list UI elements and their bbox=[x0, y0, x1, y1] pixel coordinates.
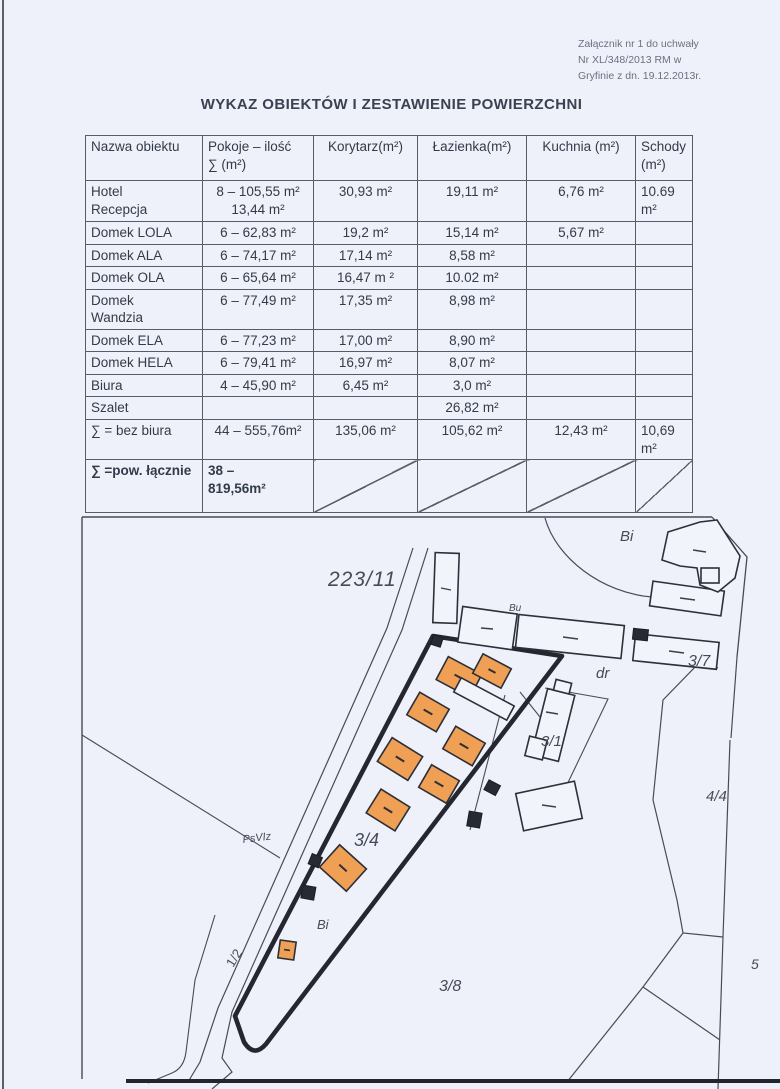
road-label-dr: dr bbox=[596, 665, 610, 682]
landuse-label-bi-bottom: Bi bbox=[317, 917, 329, 932]
col-header-kuchnia: Kuchnia (m²) bbox=[527, 136, 636, 181]
outbuilding bbox=[467, 811, 482, 828]
crossed-cell bbox=[314, 460, 418, 513]
building-annex bbox=[454, 678, 514, 720]
col-header-nazwa: Nazwa obiektu bbox=[86, 136, 203, 181]
scan-edge-bottom bbox=[126, 1079, 780, 1083]
landuse-label-psviz: PsVIz bbox=[241, 830, 272, 846]
table-row: Domek HELA 6 – 79,41 m² 16,97 m² 8,07 m² bbox=[86, 352, 693, 375]
crossed-cell bbox=[527, 460, 636, 513]
table-row: Domek ALA 6 – 74,17 m² 17,14 m² 8,58 m² bbox=[86, 244, 693, 267]
col-header-lazienka: Łazienka(m²) bbox=[418, 136, 527, 181]
col-header-pokoje: Pokoje – ilość ∑ (m²) bbox=[203, 136, 314, 181]
resort-boundary bbox=[235, 636, 562, 1051]
col-header-korytarz: Korytarz(m²) bbox=[314, 136, 418, 181]
landuse-label-bi-top: Bi bbox=[620, 528, 634, 545]
table-row: Szalet 26,82 m² bbox=[86, 397, 693, 420]
table-summary-row: ∑ = bez biura 44 – 555,76m² 135,06 m² 105,62 m² 12,43 m² 10,69 m² bbox=[86, 420, 693, 460]
parcel-label-4-4: 4/4 bbox=[706, 788, 727, 805]
parcel-label-223-11: 223/11 bbox=[328, 568, 397, 591]
table-row: Domek LOLA 6 – 62,83 m² 19,2 m² 15,14 m² 5,67 m² bbox=[86, 222, 693, 245]
cabin bbox=[366, 789, 410, 831]
cabin bbox=[377, 738, 422, 781]
table-row: Biura 4 – 45,90 m² 6,45 m² 3,0 m² bbox=[86, 374, 693, 397]
parcel-line bbox=[567, 657, 737, 1089]
parcel-label-1-2: 1/2 bbox=[222, 946, 246, 970]
attachment-note-line1: Załącznik nr 1 do uchwały bbox=[578, 38, 699, 50]
landuse-label-bu: Bu bbox=[509, 603, 522, 614]
table-header-row bbox=[86, 136, 693, 181]
cabin bbox=[443, 726, 485, 766]
outbuilding bbox=[484, 780, 501, 796]
map-svg bbox=[0, 515, 780, 1089]
cabin bbox=[278, 940, 296, 960]
col-header-schody: Schody (m²) bbox=[636, 136, 693, 181]
parcel-label-5: 5 bbox=[751, 956, 759, 972]
page-title: WYKAZ OBIEKTÓW I ZESTAWIENIE POWIERZCHNI bbox=[200, 96, 583, 113]
cabin bbox=[320, 845, 367, 891]
crossed-cell bbox=[636, 460, 693, 513]
table-row: Domek Wandzia 6 – 77,49 m² 17,35 m² 8,98 m² bbox=[86, 289, 693, 329]
table-row: Domek ELA 6 – 77,23 m² 17,00 m² 8,90 m² bbox=[86, 329, 693, 352]
parcel-label-3-7: 3/7 bbox=[688, 653, 711, 670]
parcel-label-3-8: 3/8 bbox=[439, 978, 462, 995]
cabin bbox=[473, 654, 512, 688]
tiny-label-mark bbox=[481, 628, 493, 629]
building bbox=[701, 568, 719, 583]
table-row: Hotel Recepcja 8 – 105,55 m² 13,44 m² 30,93 m² 19,11 m² 6,76 m² 10.69 m² bbox=[86, 181, 693, 222]
outbuilding bbox=[632, 628, 648, 641]
building bbox=[433, 553, 459, 624]
parcel-label-3-1: 3/1 bbox=[541, 733, 562, 750]
cadastral-site-map bbox=[0, 515, 780, 1089]
road-edge-line bbox=[148, 915, 215, 1083]
area-summary-table bbox=[85, 135, 693, 513]
parcel-label-3-4: 3/4 bbox=[354, 830, 380, 850]
table-row: Domek OLA 6 – 65,64 m² 16,47 m ² 10.02 m² bbox=[86, 267, 693, 290]
crossed-cell bbox=[418, 460, 527, 513]
attachment-note-line2: Nr XL/348/2013 RM w bbox=[578, 53, 682, 66]
cabin bbox=[407, 692, 449, 732]
attachment-note bbox=[578, 37, 768, 84]
outbuilding bbox=[301, 885, 316, 900]
table-total-row: ∑ =pow. łącznie 38 – 819,56m² bbox=[86, 460, 693, 513]
attachment-note-line3: Gryfinie z dn. 19.12.2013r. bbox=[578, 69, 702, 82]
